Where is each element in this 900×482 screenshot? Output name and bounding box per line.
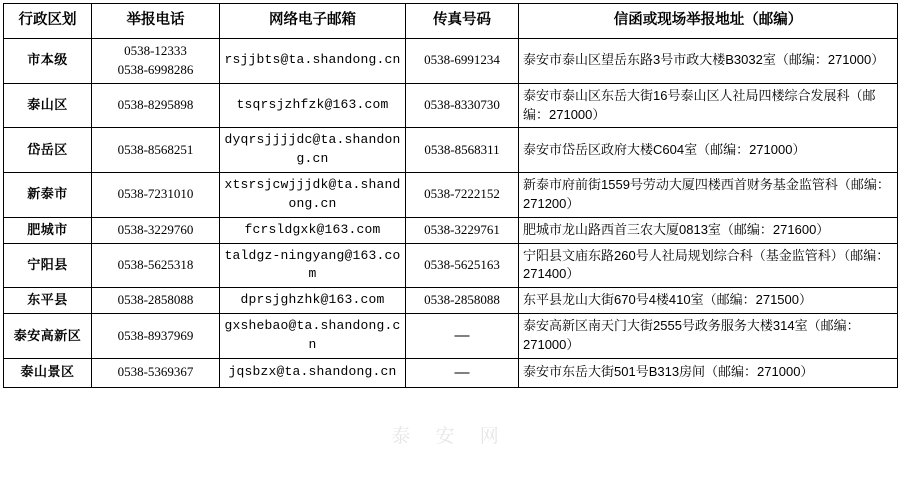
phone-number: 0538-5625318 [117,257,194,273]
cell-fax: 0538-7222152 [406,173,519,218]
cell-region: 泰山景区 [4,358,92,387]
cell-phone [92,288,220,314]
cell-address: 东平县龙山大街670号4楼410室（邮编：271500） [519,288,898,314]
table-row [4,39,898,84]
column-header-address: 信函或现场举报地址（邮编） [519,4,898,39]
cell-address: 肥城市龙山路西首三农大厦0813室（邮编：271600） [519,217,898,243]
watermark-text: 泰 安 网 [391,426,509,447]
phone-number: 0538-7231010 [117,186,194,202]
cell-phone [92,358,220,387]
cell-phone [92,217,220,243]
cell-region: 宁阳县 [4,243,92,288]
table-row [4,217,898,243]
cell-phone [92,83,220,128]
cell-fax: 0538-5625163 [406,243,519,288]
cell-address: 泰安高新区南天门大街2555号政务服务大楼314室（邮编：271000） [519,314,898,359]
table-row [4,314,898,359]
cell-region: 泰安高新区 [4,314,92,359]
cell-address: 泰安市东岳大街501号B313房间（邮编：271000） [519,358,898,387]
phone-number: 0538-8937969 [117,327,194,343]
cell-fax: 0538-6991234 [406,39,519,84]
cell-fax: 0538-8330730 [406,83,519,128]
cell-fax: 0538-8568311 [406,128,519,173]
cell-email[interactable]: rsjjbts@ta.shandong.cn [220,39,406,84]
cell-phone [92,243,220,288]
cell-email[interactable]: xtsrsjcwjjjdk@ta.shandong.cn [220,173,406,218]
table-row [4,358,898,387]
table-body [4,39,898,388]
cell-fax: 0538-2858088 [406,288,519,314]
cell-region: 泰山区 [4,83,92,128]
phone-number: 0538-8568251 [117,141,194,157]
cell-address: 泰安市岱岳区政府大楼C604室（邮编：271000） [519,128,898,173]
reporting-contacts-table [3,3,898,388]
cell-email[interactable]: dprsjghzhk@163.com [220,288,406,314]
column-header-email: 网络电子邮箱 [220,4,406,39]
table-row [4,288,898,314]
table-header [4,4,898,39]
phone-number: 0538-2858088 [117,292,194,308]
column-header-phone: 举报电话 [92,4,220,39]
cell-email[interactable]: dyqrsjjjjdc@ta.shandong.cn [220,128,406,173]
cell-address: 泰安市泰山区望岳东路3号市政大楼B3032室（邮编：271000） [519,39,898,84]
cell-email[interactable]: gxshebao@ta.shandong.cn [220,314,406,359]
cell-fax: 0538-3229761 [406,217,519,243]
table-row [4,83,898,128]
cell-email[interactable]: jqsbzx@ta.shandong.cn [220,358,406,387]
cell-region: 肥城市 [4,217,92,243]
document-page [0,3,900,482]
phone-number: 0538-6998286 [117,61,194,77]
phone-number: 0538-3229760 [117,221,194,237]
table-header-row [4,4,898,39]
cell-phone [92,314,220,359]
cell-address: 泰安市泰山区东岳大街16号泰山区人社局四楼综合发展科（邮编：271000） [519,83,898,128]
phone-number: 0538-5369367 [117,364,194,380]
cell-email[interactable]: fcrsldgxk@163.com [220,217,406,243]
cell-phone [92,39,220,84]
cell-region: 岱岳区 [4,128,92,173]
column-header-region: 行政区划 [4,4,92,39]
cell-phone [92,173,220,218]
cell-address: 宁阳县文庙东路260号人社局规划综合科（基金监管科）（邮编：271400） [519,243,898,288]
phone-number: 0538-8295898 [117,97,194,113]
table-row [4,128,898,173]
cell-address: 新泰市府前街1559号劳动大厦四楼西首财务基金监管科（邮编：271200） [519,173,898,218]
table-row [4,243,898,288]
cell-email[interactable]: taldgz-ningyang@163.com [220,243,406,288]
column-header-fax: 传真号码 [406,4,519,39]
phone-number: 0538-12333 [124,43,187,58]
cell-email[interactable]: tsqrsjzhfzk@163.com [220,83,406,128]
cell-phone [92,128,220,173]
cell-region: 新泰市 [4,173,92,218]
cell-fax: — [406,358,519,387]
table-row [4,173,898,218]
cell-fax: — [406,314,519,359]
cell-region: 东平县 [4,288,92,314]
cell-region: 市本级 [4,39,92,84]
